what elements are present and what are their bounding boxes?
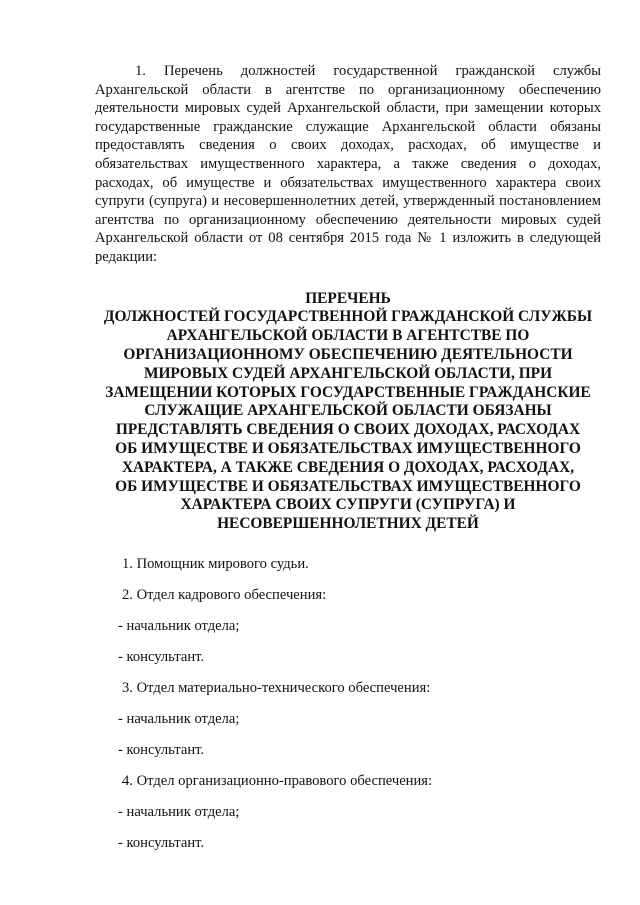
- list-item-position: - начальник отдела;: [118, 617, 240, 634]
- heading-line: АРХАНГЕЛЬСКОЙ ОБЛАСТИ В АГЕНТСТВЕ ПО: [166, 327, 530, 345]
- heading-line: ДОЛЖНОСТЕЙ ГОСУДАРСТВЕННОЙ ГРАЖДАНСКОЙ СЛУЖБЫ: [103, 308, 593, 326]
- heading-line: ОБ ИМУЩЕСТВЕ И ОБЯЗАТЕЛЬСТВАХ ИМУЩЕСТВЕННОГО: [115, 477, 581, 495]
- list-item-legal-department: 4. Отдел организационно-правового обеспечения:: [122, 772, 433, 789]
- list-item-position: - консультант.: [118, 741, 205, 758]
- list-item-position: - начальник отдела;: [118, 803, 240, 820]
- list-item-logistics-department: 3. Отдел материально-технического обеспечения:: [122, 679, 431, 696]
- list-item-position: - консультант.: [118, 648, 205, 665]
- heading-line: СЛУЖАЩИЕ АРХАНГЕЛЬСКОЙ ОБЛАСТИ ОБЯЗАНЫ: [144, 402, 552, 420]
- heading-line: ПЕРЕЧЕНЬ: [305, 289, 391, 307]
- heading-line: НЕСОВЕРШЕННОЛЕТНИХ ДЕТЕЙ: [217, 515, 479, 533]
- heading-line: ЗАМЕЩЕНИИ КОТОРЫХ ГОСУДАРСТВЕННЫЕ ГРАЖДАНСКИЕ: [105, 383, 591, 401]
- list-item-assistant-judge: 1. Помощник мирового судьи.: [122, 555, 309, 572]
- positions-list: [95, 555, 601, 865]
- heading-line: ХАРАКТЕРА СВОИХ СУПРУГИ (СУПРУГА) И: [180, 496, 516, 514]
- heading-line: МИРОВЫХ СУДЕЙ АРХАНГЕЛЬСКОЙ ОБЛАСТИ, ПРИ: [143, 364, 553, 382]
- intro-paragraph: 1. Перечень должностей государственной гражданской службы Архангельской области в агентстве по организационному обеспечению деятельности мировых судей Архангельской области, при замещении которых государственные гражданские служащие Архангельской области обязаны предоставлять сведения о своих доходах, расходах, об имуществе и обязательствах имущественного характера, а также сведения о доходах, расходах, об имуществе и обязательствах имущественного характера своих супруги (супруга) и несовершеннолетних детей, утвержденный постановлением агентства по организационному обеспечению деятельности мировых судей Архангельской области от 08 сентября 2015 года № 1 изложить в следующей редакции:: [95, 63, 601, 265]
- heading-line: ПРЕДСТАВЛЯТЬ СВЕДЕНИЯ О СВОИХ ДОХОДАХ, РАСХОДАХ: [115, 421, 581, 439]
- heading-line: ОРГАНИЗАЦИОННОМУ ОБЕСПЕЧЕНИЮ ДЕЯТЕЛЬНОСТИ: [123, 345, 573, 363]
- heading-line: ХАРАКТЕРА, А ТАКЖЕ СВЕДЕНИЯ О ДОХОДАХ, РАСХОДАХ,: [121, 458, 575, 476]
- list-heading: [95, 290, 601, 534]
- document-page: [95, 62, 601, 865]
- heading-line: ОБ ИМУЩЕСТВЕ И ОБЯЗАТЕЛЬСТВАХ ИМУЩЕСТВЕННОГО: [115, 439, 581, 457]
- list-item-position: - начальник отдела;: [118, 710, 240, 727]
- list-item-hr-department: 2. Отдел кадрового обеспечения:: [122, 586, 327, 603]
- list-item-position: - консультант.: [118, 834, 205, 851]
